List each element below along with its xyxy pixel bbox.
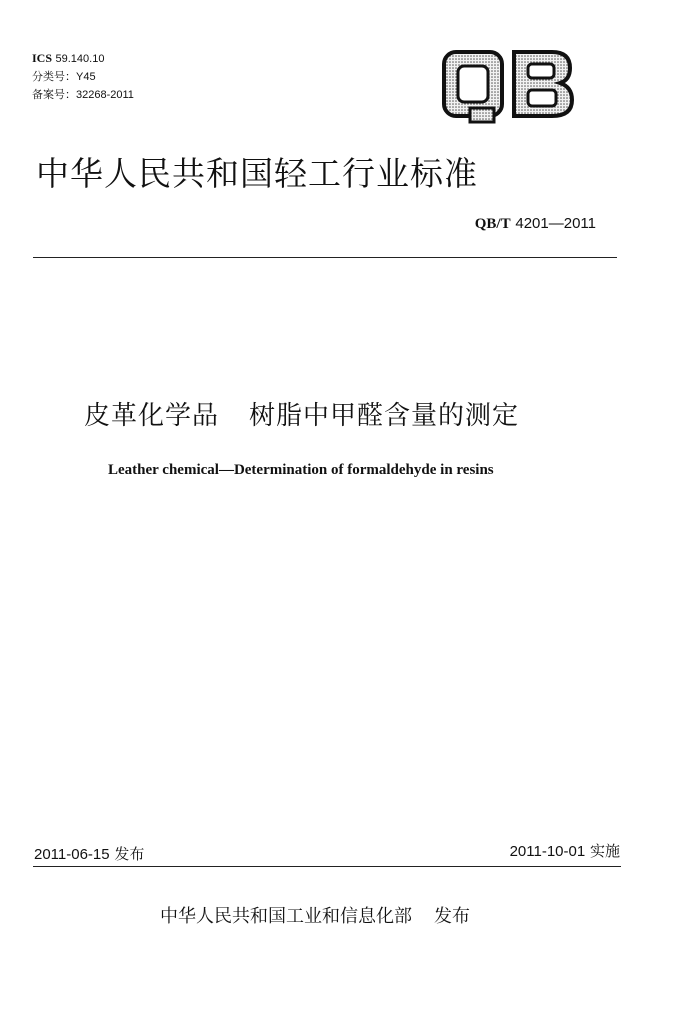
ics-line	[32, 50, 134, 68]
classification-line	[32, 68, 134, 86]
standard-number-value: 4201—2011	[515, 215, 596, 232]
classification-code: Y45	[76, 71, 96, 83]
effective-label: 实施	[589, 842, 620, 860]
standard-category-title: 中华人民共和国轻工行业标准	[36, 154, 478, 193]
effective-date-value: 2011-10-01	[509, 843, 586, 860]
qb-logo	[440, 46, 576, 126]
classification-label: 分类号：	[32, 70, 76, 83]
bottom-divider	[33, 866, 621, 867]
issue-date-value: 2011-06-15	[34, 846, 110, 863]
document-title-english: Leather chemical—Determination of formaldehyde in resins	[108, 462, 494, 478]
document-title-chinese	[84, 395, 519, 432]
issuer-name: 中华人民共和国工业和信息化部	[160, 906, 412, 927]
ics-code: 59.140.10	[55, 53, 105, 65]
issue-label: 发布	[114, 845, 145, 863]
document-metadata	[32, 50, 134, 104]
standard-number	[475, 214, 596, 233]
issuing-authority	[160, 902, 470, 928]
standard-prefix: QB/T	[474, 216, 511, 232]
top-divider	[33, 257, 617, 258]
record-code: 32268-2011	[76, 89, 134, 101]
record-label: 备案号：	[32, 88, 76, 101]
ics-label: ICS	[32, 51, 53, 65]
title-cn-part2: 树脂中甲醛含量的测定	[249, 401, 520, 431]
record-line	[32, 86, 134, 104]
effective-date	[510, 840, 620, 861]
issue-date	[34, 843, 144, 864]
issuer-action: 发布	[434, 906, 470, 927]
title-cn-part1: 皮革化学品	[84, 401, 220, 431]
